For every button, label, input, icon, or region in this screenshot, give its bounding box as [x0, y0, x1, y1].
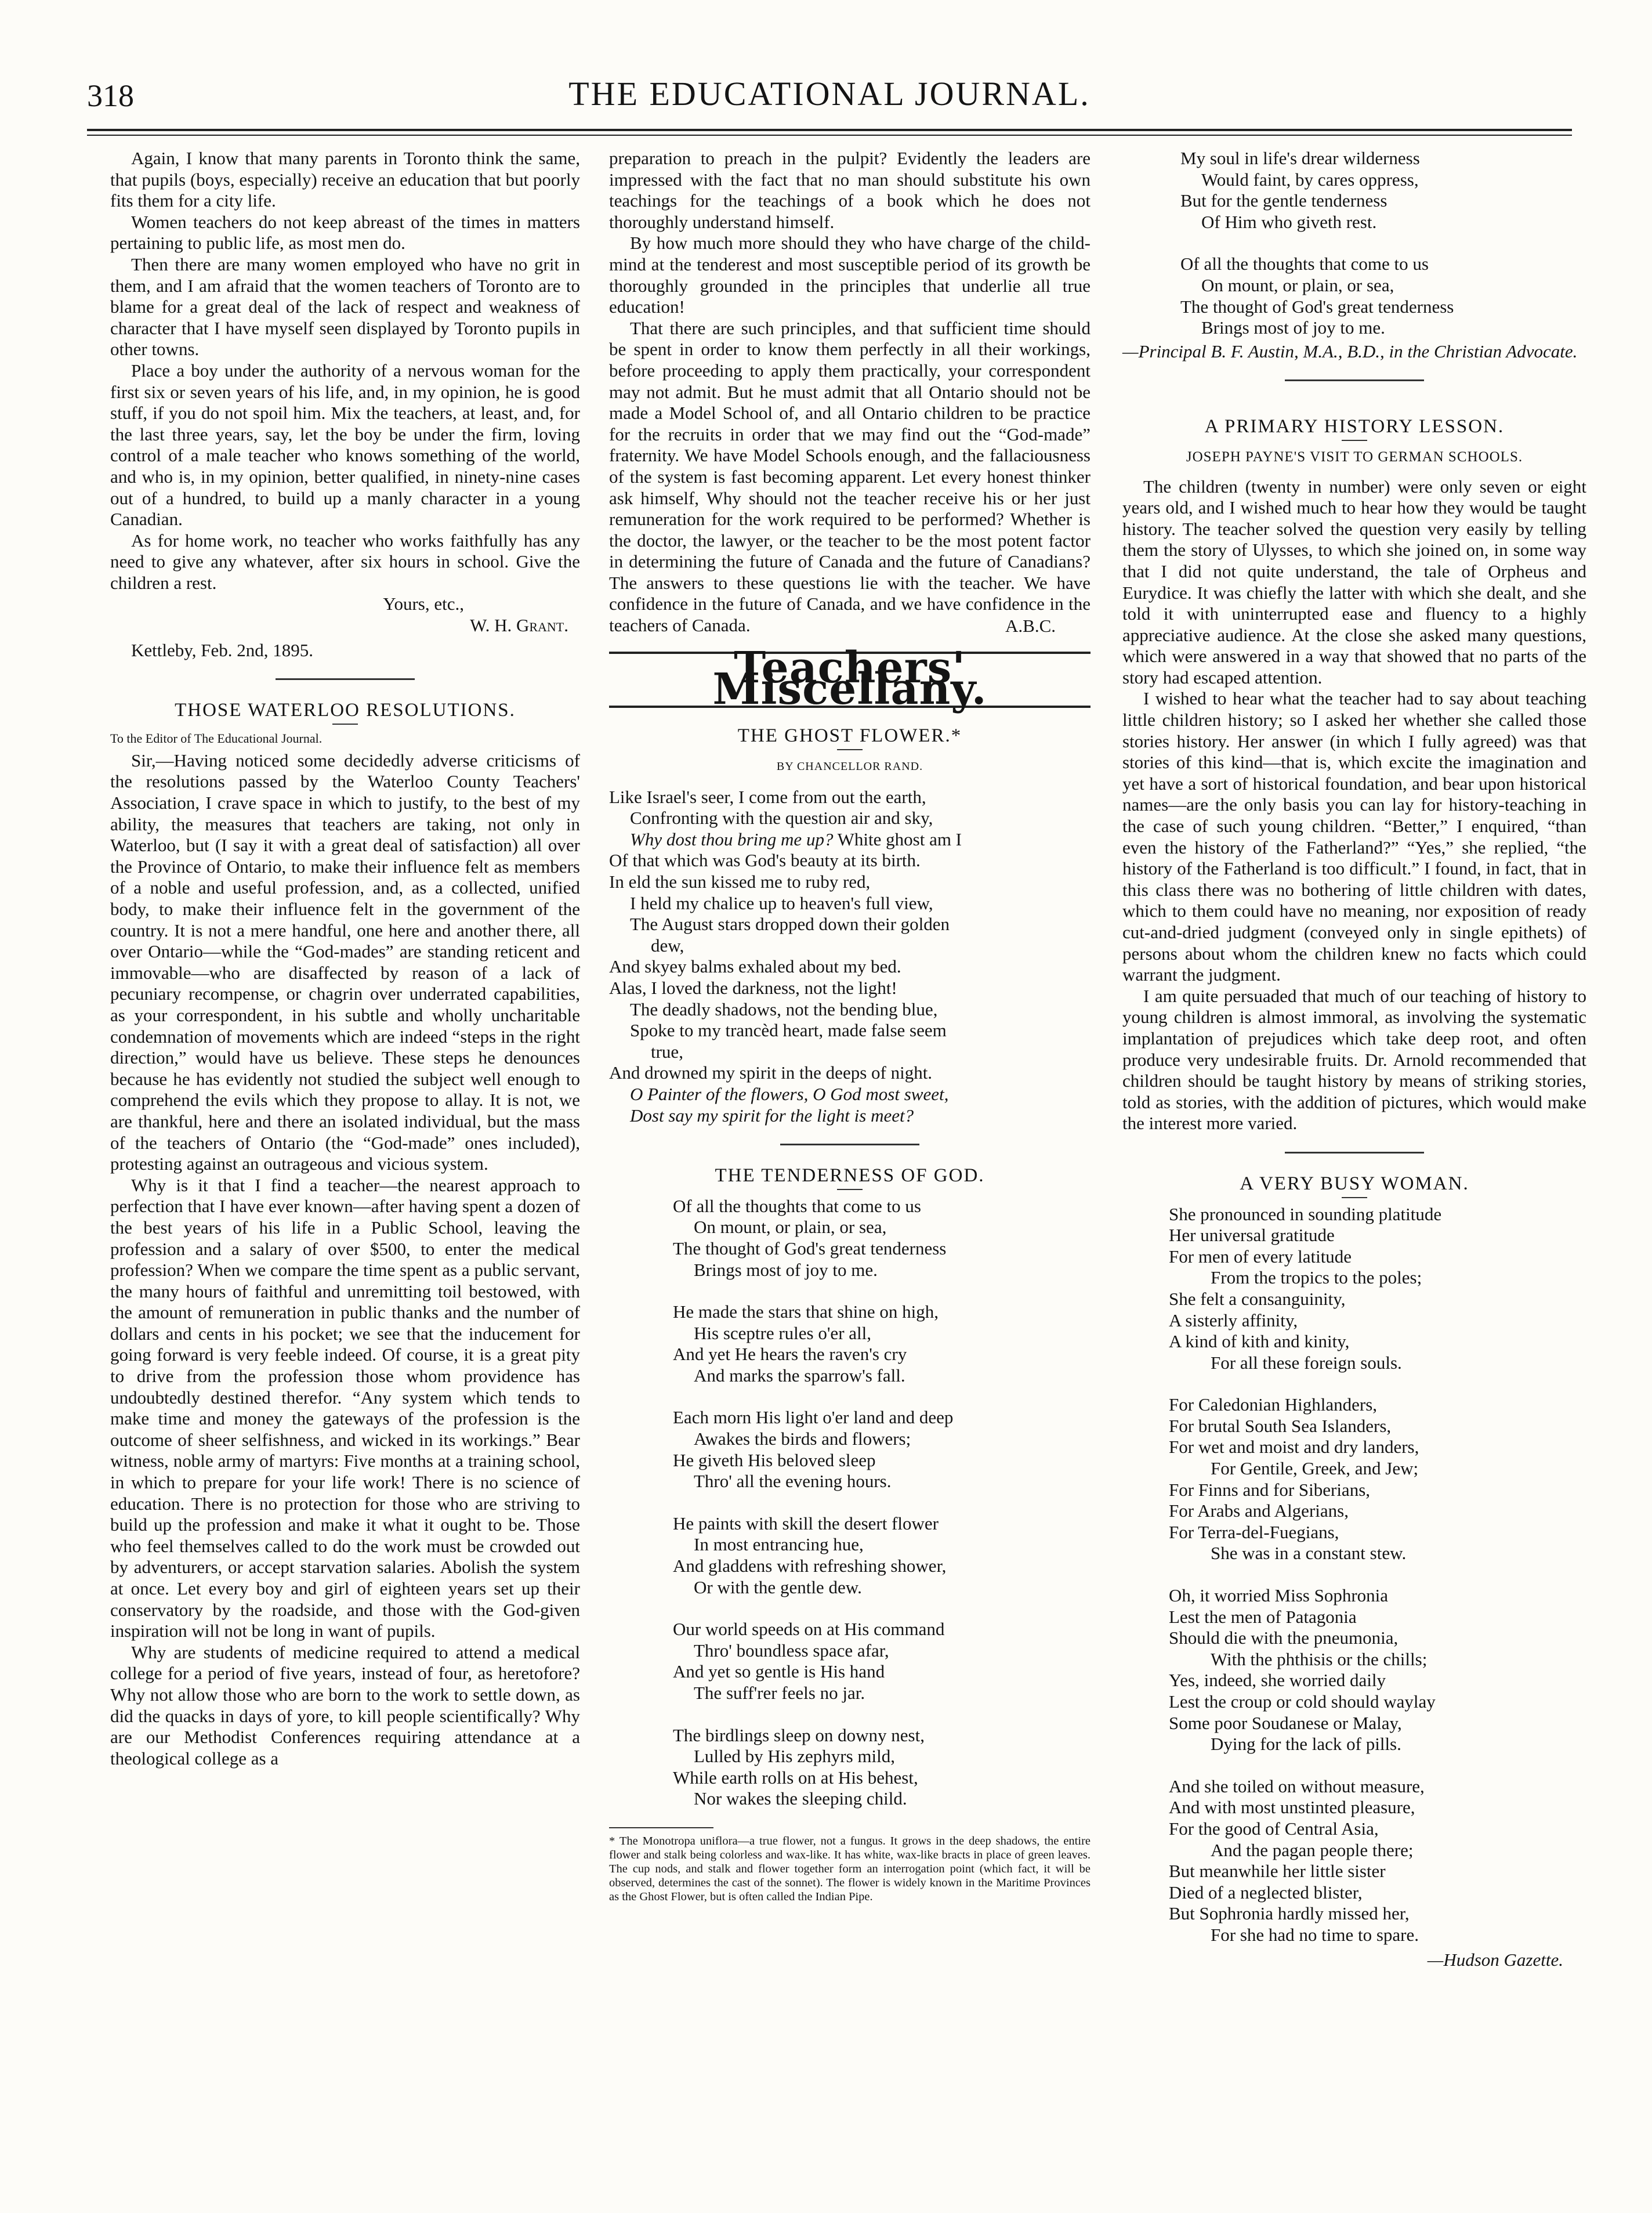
section-separator	[780, 1144, 919, 1145]
poem-title: A VERY BUSY WOMAN.	[1240, 1173, 1469, 1194]
poem-line: For all these foreign souls.	[1211, 1352, 1402, 1373]
poem-stanza	[1169, 1204, 1586, 1374]
poem-credit	[1122, 1950, 1586, 1971]
letter-paragraph: By how much more should they who have charge of the child-mind at the tenderest and most susceptible period of its growth be thoroughly grounded in the principles that underlie all true education!	[609, 233, 1091, 317]
poem-line: The suff'rer feels no jar.	[694, 1683, 865, 1703]
poem-line: Dying for the lack of pills.	[1211, 1734, 1401, 1755]
section-heading-teachers-miscellany: Teachers' Miscellany.	[609, 652, 1091, 708]
poem-line: And yet He hears the raven's cry	[673, 1344, 907, 1365]
poem-stanza	[1169, 1585, 1586, 1755]
poem-line: Of all the thoughts that come to us	[1180, 254, 1429, 274]
poem-line: Each morn His light o'er land and deep	[673, 1407, 954, 1428]
poem-credit	[1122, 341, 1586, 363]
poem-line: Confronting with the question air and sky,	[630, 808, 933, 829]
section-separator	[1285, 379, 1424, 381]
poem-stanza	[673, 1301, 1091, 1386]
poem-line: And she toiled on without measure,	[1169, 1776, 1425, 1796]
poem-line: Would faint, by cares oppress,	[1201, 169, 1419, 190]
poem-line: Alas, I loved the darkness, not the light!	[609, 977, 897, 998]
section-separator	[1285, 1152, 1424, 1153]
letter-paragraph: Why is it that I find a teacher—the nearest approach to perfection that I have ever known—after having spent a dozen of the best years of his life in a Public School, leaving the profession and a salary of over $500, to enter the medical profession? When we compare the time spent as a public servant, the many hours of faithful and unremitting toil bestowed, with the amount of remuneration in public thanks and the number of dollars and cents in his pocket; we see that the inducement for going forward is very feeble indeed. Of course, it is a great pity to drive from the profession those whom providence has undoubtedly destined therefor. “Any system which tends to make time and money the gateways of the profession is the outcome of sheer selfishness, and wicked in its workings.” Bear witness, noble army of martyrs: Five months at a training school, in which to prepare for your life work! There is no science of education. There is no protection for those who are striving to build up the profession and make it what it ought to be. Those who feel themselves called to do the work must be crowded out by adventurers, or accept starvation salaries. Abolish the system at once. Let every boy and girl of eighteen years set up their conservatory by the roadside, and those with the God-given inspiration will not be long in want of pupils.	[110, 1174, 580, 1641]
poem-line: With the phthisis or the chills;	[1211, 1648, 1428, 1669]
poem-stanza	[1169, 1394, 1586, 1564]
poem-stanza	[673, 1619, 1091, 1704]
poem-stanza	[673, 1513, 1091, 1598]
poem-title: THE TENDERNESS OF GOD.	[715, 1165, 985, 1187]
poem-line: Of Him who giveth rest.	[1201, 211, 1377, 232]
poem-line: Or with the gentle dew.	[694, 1576, 862, 1597]
poem-stanza	[1180, 148, 1586, 233]
poem-line: He paints with skill the desert flower	[673, 1513, 939, 1534]
poem-line: And skyey balms exhaled about my bed.	[609, 956, 901, 977]
poem-credit-text: —Principal B. F. Austin, M.A., B.D., in the Christian Advocate.	[1122, 341, 1578, 361]
poem-line: And yet so gentle is His hand	[673, 1661, 885, 1682]
poem-stanza	[673, 1196, 1091, 1281]
poem-line: Thro' boundless space afar,	[694, 1640, 889, 1661]
poem-line: He made the stars that shine on high,	[673, 1301, 939, 1322]
poem-line: Brings most of joy to me.	[694, 1259, 878, 1280]
poem-line: Nor wakes the sleeping child.	[694, 1788, 907, 1809]
poem-line: But meanwhile her little sister	[1169, 1861, 1386, 1882]
poem-stanza	[673, 1407, 1091, 1492]
poem-line: Like Israel's seer, I come from out the earth,	[609, 786, 926, 807]
header-rule-thick	[87, 129, 1572, 131]
letter-paragraph: Again, I know that many parents in Toronto think the same, that pupils (boys, especially) receive an education that but poorly fits them for a city life.	[110, 148, 580, 211]
poem-line: Her universal gratitude	[1169, 1225, 1335, 1246]
letter-paragraph: Women teachers do not keep abreast of the times in matters pertaining to public life, as most men do.	[110, 211, 580, 254]
column-middle	[609, 148, 1091, 1904]
poem-credit-text: —Hudson Gazette.	[1427, 1949, 1563, 1970]
article-subheading: JOSEPH PAYNE'S VISIT TO GERMAN SCHOOLS.	[1186, 449, 1523, 465]
poem-line: For Caledonian Highlanders,	[1169, 1394, 1378, 1415]
poem-line: Lest the croup or cold should waylay	[1169, 1691, 1436, 1712]
poem-line: The thought of God's great tenderness	[673, 1238, 947, 1259]
poem-line: On mount, or plain, or sea,	[694, 1217, 887, 1238]
poem-line: A sisterly affinity,	[1169, 1310, 1298, 1330]
poem-line: While earth rolls on at His behest,	[673, 1767, 918, 1788]
poem-line: Of all the thoughts that come to us	[673, 1195, 921, 1216]
article-heading: A PRIMARY HISTORY LESSON.	[1204, 416, 1505, 437]
letter-signature: W. H. Grant.	[470, 615, 568, 636]
poem-line: Our world speeds on at His command	[673, 1619, 945, 1640]
letter-paragraph: That there are such principles, and that sufficient time should be spent in order to know them perfectly in all their workings, before proceeding to apply them practically, your correspondent may not admit. But he must admit that all Ontario should not be made a Model School of, and all Ontario children to be practice for the recruits in order that we may find out the “God-made” fraternity. We have Model Schools enough, and the fallaciousness of the system is fast becoming apparent. Let every honest thinker ask himself, Why should not the teacher receive his or her just remuneration for the work required to be performed? Whether is the doctor, the lawyer, or the teacher to be the most potent factor in determining the future of Canada and the future of Canadians? The answers to these questions lie with the teacher. We have confidence in the future of Canada, and we have confidence in the teachers of Canada.	[609, 317, 1091, 636]
heading-dash	[1342, 440, 1367, 441]
poem-line: Lulled by His zephyrs mild,	[694, 1746, 895, 1767]
poem-stanza	[1169, 1776, 1586, 1946]
letter-paragraph: Sir,—Having noticed some decidedly adverse criticisms of the resolutions passed by the Waterloo County Teachers' Association, I crave space in which to justify, to the best of my ability, the measures that teachers are taking, not only in Waterloo, but (I say it with a great deal of satisfaction) all over the Province of Ontario, to make their influence felt as members of a noble and useful profession, and, as a collected, unified body, to make their influence felt in the government of the country. It is not a mere handful, one here and another there, all over Ontario—while the “God-mades” are standing reticent and immovable—who are disaffected by reason of a lack of pecuniary recompense, or chagrin over underrated capabilities, as your correspondent, in his subtle and wholly uncharitable condemnation of movements which are indeed “steps in the right direction,” would have us believe. These steps he denounces because he has evidently not studied the subject well enough to comprehend the evils which they propose to allay. It is not, we are thankful, here and there an isolated individual, but the mass of the teachers of Ontario (the “God-made” ones included), protesting against an outrageous and vicious system.	[110, 750, 580, 1174]
poem-line: For men of every latitude	[1169, 1246, 1352, 1267]
poem-line: His sceptre rules o'er all,	[694, 1322, 872, 1343]
poem-busy-woman	[1122, 1204, 1586, 1946]
poem-byline: BY CHANCELLOR RAND.	[776, 760, 923, 773]
poem-line-rest: White ghost am I	[833, 829, 962, 849]
to-the-editor: To the Editor of The Educational Journal.	[110, 731, 323, 746]
poem-line: The August stars dropped down their golden	[630, 914, 950, 935]
poem-line: Should die with the pneumonia,	[1169, 1628, 1399, 1648]
poem-title: THE GHOST FLOWER.*	[737, 725, 962, 747]
poem-line: And drowned my spirit in the deeps of night.	[609, 1062, 933, 1083]
article-heading: THOSE WATERLOO RESOLUTIONS.	[175, 700, 516, 721]
poem-line: A kind of kith and kinity,	[1169, 1331, 1350, 1352]
poem-line: She pronounced in sounding platitude	[1169, 1203, 1442, 1224]
footnote: * The Monotropa uniflora—a true flower, not a fungus. It grows in the deep shadows, the entire flower and stalk being colorless and wax-like. It has white, wax-like bracts in place of green leaves. The cup nods, and stalk and flower together form an interrogation point (which fact, it will be observed, determines the cast of the sonnet). The flower is widely known in the Maritime Provinces as the Ghost Flower, but is often called the Indian Pipe.	[609, 1834, 1091, 1903]
poem-line: And the pagan people there;	[1211, 1839, 1414, 1860]
poem-line: true,	[651, 1041, 683, 1062]
letter-dateline: Kettleby, Feb. 2nd, 1895.	[131, 639, 313, 660]
poem-line	[609, 1084, 1091, 1105]
heading-dash	[1342, 1197, 1367, 1198]
article-paragraph: I wished to hear what the teacher had to say about teaching little children history; so I asked her whether she called those stories history. Her answer (in which I fully agreed) was that stories of this kind—that is, which excite the imagination and yet have a sort of historical foundation, and bear upon historical names—are the only basis you can lay for history-teaching in the case of such young children. “Better,” I enquired, “than even the history of the Fatherland?” “Yes,” she replied, “the history of the Fatherland is too difficult.” I found, in fact, that in this class there was no bothering of little children with dates, which to them could have no meaning, nor exposition of ready cut-and-dried judgment (conveyed only in single epithets) of persons about whom the children knew no facts which could warrant the judgment.	[1122, 688, 1586, 985]
poem-line: For Finns and for Siberians,	[1169, 1479, 1371, 1500]
poem-line: Thro' all the evening hours.	[694, 1471, 892, 1492]
poem-line: Awakes the birds and flowers;	[694, 1429, 911, 1449]
letter-signature: A.B.C.	[1005, 615, 1056, 636]
poem-line: Of that which was God's beauty at its birth.	[609, 850, 921, 871]
poem-line: I held my chalice up to heaven's full view,	[630, 892, 933, 913]
poem-line: And marks the sparrow's fall.	[694, 1365, 905, 1386]
poem-ghost-flower	[609, 787, 1091, 1127]
column-left	[110, 148, 580, 1769]
poem-line: Some poor Soudanese or Malay,	[1169, 1712, 1402, 1733]
poem-line: For wet and moist and dry landers,	[1169, 1437, 1419, 1458]
section-separator	[276, 678, 415, 680]
poem-line: My soul in life's drear wilderness	[1180, 148, 1420, 168]
poem-line: She felt a consanguinity,	[1169, 1288, 1346, 1309]
poem-line: Yes, indeed, she worried daily	[1169, 1670, 1386, 1691]
letter-paragraph: preparation to preach in the pulpit? Evidently the leaders are impressed with the fact that no man should substitute his own teachings for the teachings of a book which he does not thoroughly understand himself.	[609, 148, 1091, 232]
poem-line: In most entrancing hue,	[694, 1534, 864, 1555]
letter-paragraph: As for home work, no teacher who works faithfully has any need to give any whatever, after six hours in school. Give the children a rest.	[110, 530, 580, 593]
header-rule-thin	[87, 135, 1572, 136]
poem-line: For the good of Central Asia,	[1169, 1818, 1379, 1839]
poem-line: The thought of God's great tenderness	[1180, 296, 1454, 317]
poem-line: Brings most of joy to me.	[1201, 317, 1385, 338]
poem-line: But for the gentle tenderness	[1180, 190, 1387, 211]
poem-tenderness-of-god	[609, 1196, 1091, 1810]
poem-line: For Terra-del-Fuegians,	[1169, 1521, 1339, 1542]
poem-line: The deadly shadows, not the bending blue,	[630, 999, 938, 1019]
column-right	[1122, 148, 1586, 1970]
poem-line: For brutal South Sea Islanders,	[1169, 1415, 1392, 1436]
poem-line: But Sophronia hardly missed her,	[1169, 1903, 1410, 1924]
poem-line-italic: Why dost thou bring me up?	[630, 829, 834, 849]
poem-line-italic: Dost say my spirit for the light is meet?	[630, 1105, 914, 1126]
poem-line: Oh, it worried Miss Sophronia	[1169, 1585, 1389, 1606]
heading-dash	[837, 1189, 863, 1190]
poem-line: dew,	[651, 935, 684, 956]
poem-line: Lest the men of Patagonia	[1169, 1606, 1357, 1627]
poem-line: Died of a neglected blister,	[1169, 1882, 1363, 1903]
poem-line	[609, 1105, 1091, 1127]
poem-line: For Arabs and Algerians,	[1169, 1500, 1349, 1521]
heading-dash	[332, 724, 358, 725]
poem-stanza	[1180, 254, 1586, 338]
poem-line: He giveth His beloved sleep	[673, 1449, 876, 1470]
poem-line: Spoke to my trancèd heart, made false seem	[630, 1020, 947, 1041]
article-paragraph: The children (twenty in number) were only seven or eight years old, and I wished much to hear how they would be taught history. The teacher solved the question very easily by telling them the story of Ulysses, to which she joined on, in some way that I did not quite understand, the tale of Orpheus and Eurydice. It was chiefly the latter with which she dealt, and she told it with uninterrupted ease and fluency to a highly appreciative audience. At the close she asked many questions, which were answered in a way that showed that no parts of the story had escaped attention.	[1122, 476, 1586, 688]
poem-stanza	[673, 1725, 1091, 1810]
letter-closing: Yours, etc.,	[383, 594, 464, 614]
poem-line: And gladdens with refreshing shower,	[673, 1556, 947, 1576]
page-number: 318	[87, 78, 134, 113]
letter-paragraph: Place a boy under the authority of a nervous woman for the first six or seven years of his life, and, in my opinion, he is good stuff, if you do not spoil him. Mix the teachers, at least, and, for the last three years, say, let the boy be under the firm, loving control of a male teacher who knows something of the world, and who is, in my opinion, better qualified, in ninety-nine cases out of a hundred, to build up a manly character in a young Canadian.	[110, 360, 580, 530]
poem-line: She was in a constant stew.	[1211, 1543, 1407, 1564]
poem-line: For Gentile, Greek, and Jew;	[1211, 1458, 1419, 1479]
letter-paragraph: Why are students of medicine required to attend a medical college for a period of five years, instead of four, as heretofore? Why not allow those who are born to the work to settle down, as did the quacks in days of yore, to kill people scientifically? Why are our Methodist Conferences requiring attendance at a theological college as a	[110, 1641, 580, 1769]
poem-line	[609, 829, 1091, 851]
heading-dash	[837, 749, 863, 750]
letter-paragraph: Then there are many women employed who have no grit in them, and I am afraid that the women teachers of Toronto are to blame for a great deal of the lack of respect and weakness of character that I have myself seen displayed by Toronto pupils in other towns.	[110, 254, 580, 360]
poem-line-italic: O Painter of the flowers, O God most sweet,	[630, 1083, 949, 1104]
poem-line: In eld the sun kissed me to ruby red,	[609, 872, 871, 892]
footnote-rule	[609, 1827, 713, 1828]
article-paragraph: I am quite persuaded that much of our teaching of history to young children is almost immoral, as involving the systematic implantation of prejudices which take deep root, and often produce very undesirable fruits. Dr. Arnold recommended that children should be taught history by means of striking stories, told as stories, with the addition of pictures, which would make the interest more varied.	[1122, 985, 1586, 1134]
poem-tenderness-continued	[1122, 148, 1586, 339]
poem-line: The birdlings sleep on downy nest,	[673, 1724, 925, 1745]
journal-title: THE EDUCATIONAL JOURNAL.	[568, 75, 1091, 113]
poem-line: For she had no time to spare.	[1211, 1924, 1419, 1945]
poem-line: And with most unstinted pleasure,	[1169, 1797, 1415, 1818]
poem-line: From the tropics to the poles;	[1211, 1267, 1422, 1288]
poem-line: On mount, or plain, or sea,	[1201, 274, 1394, 295]
